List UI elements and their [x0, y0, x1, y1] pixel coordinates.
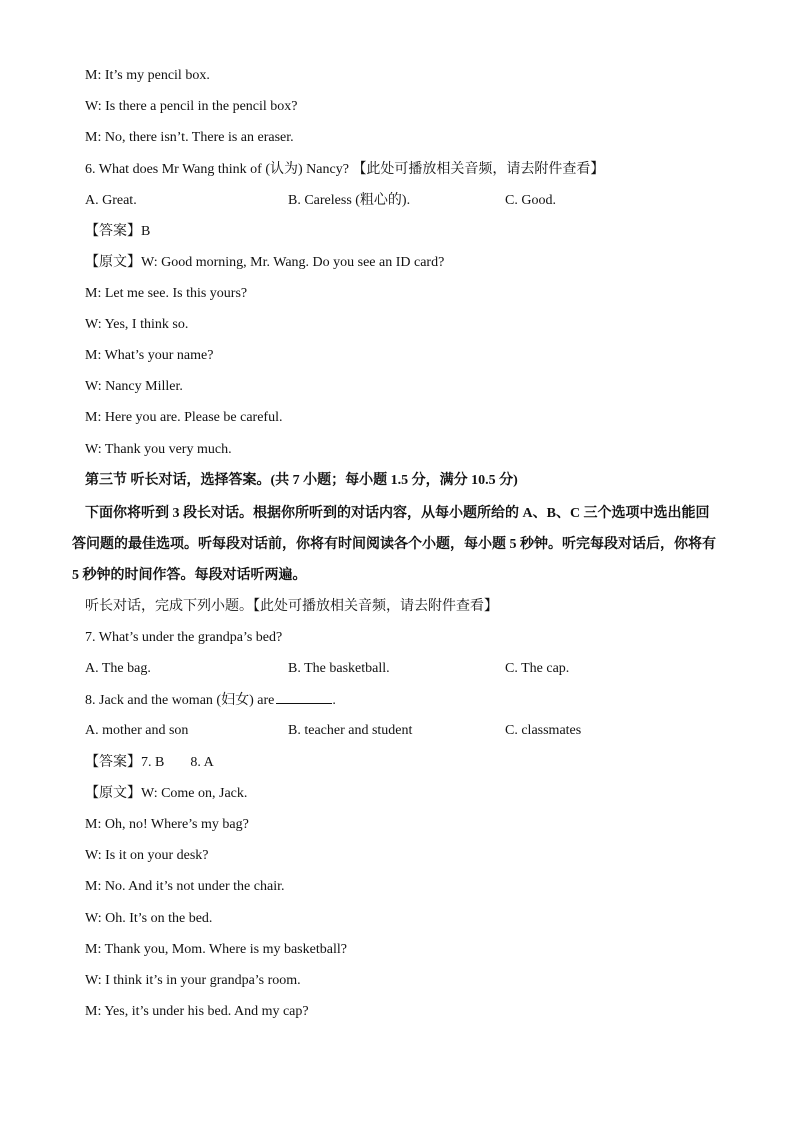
transcript-line: M: Here you are. Please be careful. — [85, 410, 283, 425]
q8-option-b: B. teacher and student — [288, 723, 413, 738]
answer-8: 8. A — [190, 755, 214, 770]
transcript-line: M: What’s your name? — [85, 348, 214, 363]
transcript-line: M: Thank you, Mom. Where is my basketball? — [85, 942, 347, 957]
dialog-line: M: No, there isn’t. There is an eraser. — [85, 130, 294, 145]
section-intro: 听长对话，完成下列小题。【此处可播放相关音频，请去附件查看】 — [85, 599, 498, 614]
transcript-line: W: Yes, I think so. — [85, 317, 189, 332]
section-instruction: 答问题的最佳选项。听每段对话前，你将有时间阅读各个小题，每小题 5 秒钟。听完每段对话后，你将有 — [72, 537, 716, 552]
q7-option-a: A. The bag. — [85, 661, 151, 676]
transcript-line: 【原文】W: Good morning, Mr. Wang. Do you see an ID card? — [85, 255, 445, 270]
question-8 — [85, 691, 336, 710]
q8-text: 8. Jack and the woman (妇女) are — [85, 693, 275, 708]
transcript-line: M: Yes, it’s under his bed. And my cap? — [85, 1004, 309, 1019]
q7-option-c: C. The cap. — [505, 661, 570, 676]
q8-option-c: C. classmates — [505, 723, 582, 738]
answer-blank — [276, 691, 332, 704]
answer-7: 【答案】7. B — [85, 755, 165, 770]
transcript-line: W: Oh. It’s on the bed. — [85, 911, 213, 926]
q6-option-b: B. Careless (粗心的). — [288, 193, 411, 208]
section-instruction: 下面你将听到 3 段长对话。根据你所听到的对话内容，从每小题所给的 A、B、C 三个选项中选出能回 — [85, 506, 710, 521]
section-heading: 第三节 听长对话，选择答案。(共 7 小题；每小题 1.5 分，满分 10.5 分) — [85, 473, 518, 488]
transcript-line: 【原文】W: Come on, Jack. — [85, 786, 248, 801]
q6-option-a: A. Great. — [85, 193, 137, 208]
transcript-line: M: Oh, no! Where’s my bag? — [85, 817, 249, 832]
transcript-line: W: Thank you very much. — [85, 442, 232, 457]
transcript-line: M: Let me see. Is this yours? — [85, 286, 248, 301]
dialog-line: M: It’s my pencil box. — [85, 68, 210, 83]
question-7: 7. What’s under the grandpa’s bed? — [85, 630, 283, 645]
transcript-line: W: Is it on your desk? — [85, 848, 209, 863]
q6-answer: 【答案】B — [85, 224, 151, 239]
q6-option-c: C. Good. — [505, 193, 556, 208]
q7-option-b: B. The basketball. — [288, 661, 390, 676]
q7-8-answer — [85, 754, 214, 772]
transcript-line: M: No. And it’s not under the chair. — [85, 879, 285, 894]
section-instruction: 5 秒钟的时间作答。每段对话听两遍。 — [72, 568, 307, 583]
question-6: 6. What does Mr Wang think of (认为) Nancy? 【此处可播放相关音频，请去附件查看】 — [85, 162, 605, 177]
q8-end: . — [332, 693, 336, 708]
dialog-line: W: Is there a pencil in the pencil box? — [85, 99, 298, 114]
transcript-line: W: Nancy Miller. — [85, 379, 183, 394]
transcript-line: W: I think it’s in your grandpa’s room. — [85, 973, 301, 988]
q8-option-a: A. mother and son — [85, 723, 189, 738]
